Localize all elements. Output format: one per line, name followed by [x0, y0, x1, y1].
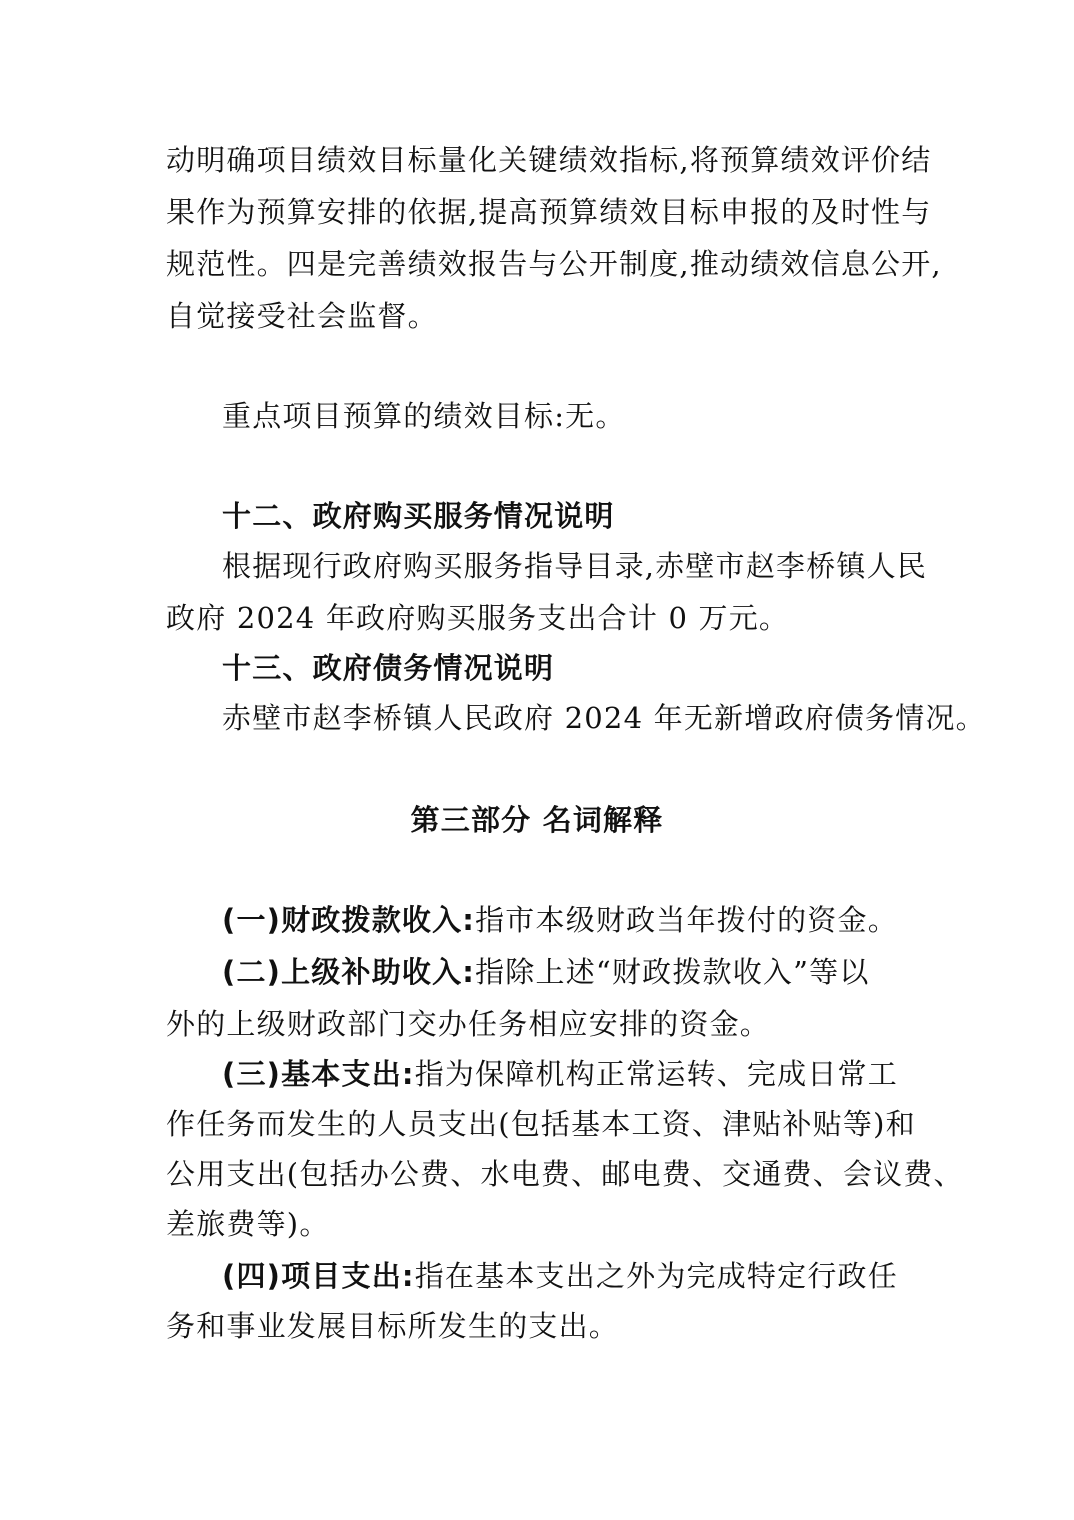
- key-project-goal-line: 重点项目预算的绩效目标:无。: [222, 399, 626, 433]
- paragraph-line: 自觉接受社会监督。: [166, 299, 438, 333]
- part-3-title: 第三部分 名词解释: [410, 803, 664, 837]
- term-definition: 指在基本支出之外为完成特定行政任: [414, 1259, 898, 1293]
- term-item-1: [222, 894, 972, 946]
- term-label: (一)财政拨款收入:: [222, 903, 476, 937]
- term-definition: 指市本级财政当年拨付的资金。: [475, 903, 898, 937]
- paragraph-line: 根据现行政府购买服务指导目录,赤壁市赵李桥镇人民: [222, 549, 928, 583]
- term-label: (三)基本支出:: [222, 1057, 415, 1091]
- term-item-2: [222, 946, 972, 998]
- term-definition: 指为保障机构正常运转、完成日常工: [414, 1057, 898, 1091]
- term-continuation: 作任务而发生的人员支出(包括基本工资、津贴补贴等)和: [166, 1107, 916, 1141]
- term-continuation: 公用支出(包括办公费、水电费、邮电费、交通费、会议费、: [166, 1157, 964, 1191]
- term-continuation: 务和事业发展目标所发生的支出。: [166, 1309, 620, 1343]
- section-12-heading: 十二、政府购买服务情况说明: [222, 499, 615, 533]
- term-continuation: 外的上级财政部门交办任务相应安排的资金。: [166, 1007, 771, 1041]
- term-label: (二)上级补助收入:: [222, 955, 476, 989]
- paragraph-line: 赤壁市赵李桥镇人民政府 2024 年无新增政府债务情况。: [222, 701, 986, 735]
- term-definition: 指除上述“财政拨款收入”等以: [475, 955, 870, 989]
- paragraph-line: 动明确项目绩效目标量化关键绩效指标,将预算绩效评价结: [166, 143, 932, 177]
- paragraph-line: 规范性。四是完善绩效报告与公开制度,推动绩效信息公开,: [166, 247, 942, 281]
- term-continuation: 差旅费等)。: [166, 1207, 330, 1241]
- section-13-heading: 十三、政府债务情况说明: [222, 651, 555, 685]
- term-item-3: [222, 1048, 972, 1100]
- term-label: (四)项目支出:: [222, 1259, 415, 1293]
- paragraph-line: 政府 2024 年政府购买服务支出合计 0 万元。: [166, 601, 790, 635]
- paragraph-line: 果作为预算安排的依据,提高预算绩效目标申报的及时性与: [166, 195, 932, 229]
- term-item-4: [222, 1250, 972, 1302]
